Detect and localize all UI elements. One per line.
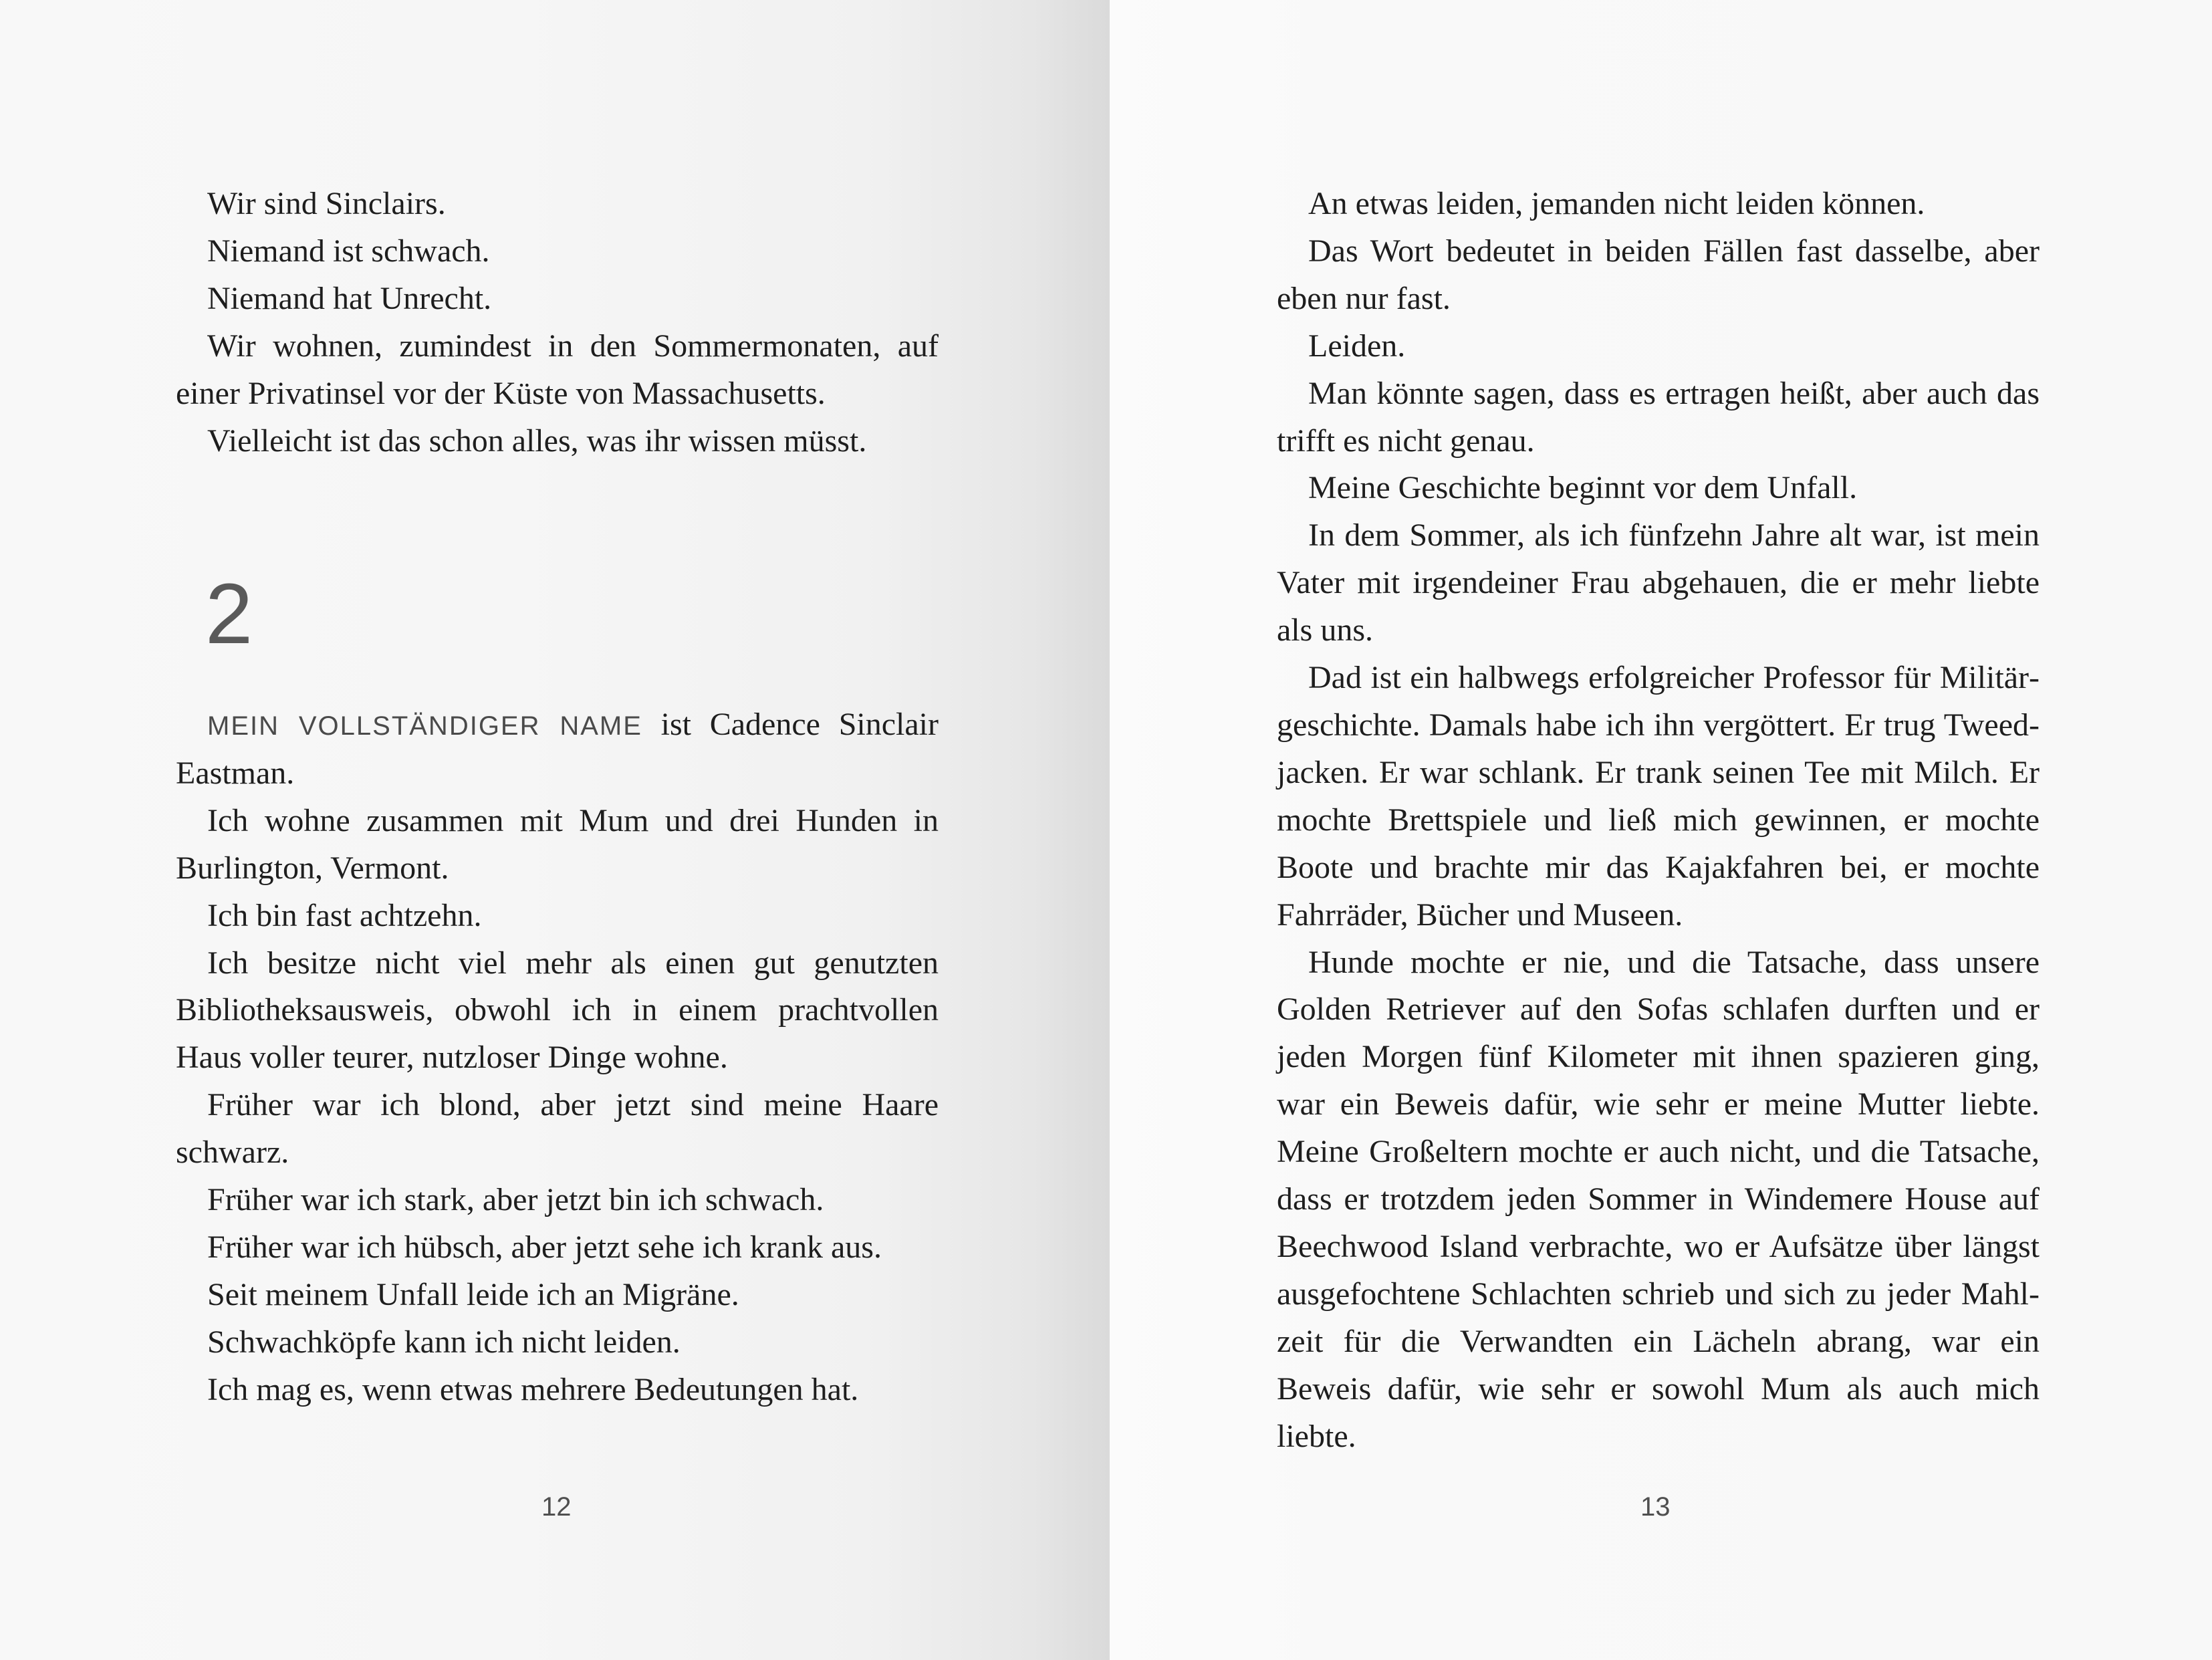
left-page-chapter-text — [176, 701, 939, 1414]
page-number-right: 13 — [1640, 1492, 1671, 1522]
paragraph: Niemand ist schwach. — [207, 233, 490, 269]
paragraph: Meine Geschichte beginnt vor dem Unfall. — [1308, 470, 1858, 506]
paragraph: Schwachköpfe kann ich nicht leiden. — [207, 1324, 681, 1360]
paragraph: Ich besitze nicht viel mehr als einen gut genutzten Bibliotheksausweis, obwohl ich in einem prachtvollen Haus voller teurer, nutzloser Dinge wohne. — [176, 945, 939, 1076]
right-page-text — [1277, 181, 2040, 1460]
paragraph: Dad ist ein halbwegs erfolgreicher Professor für Militärgeschichte. Damals habe ich ihn vergöttert. Er trug Tweedjacken. Er war schlank. Er trank seinen Tee mit Milch. Er mochte Brettspiele und ließ mich gewinnen, er mochte Boote und brachte mir das Kajakfahren bei, er mochte Fahrräder, Bücher und Museen. — [1277, 660, 2040, 933]
paragraph: Früher war ich blond, aber jetzt sind meine Haare schwarz. — [176, 1087, 939, 1171]
chapter-number: 2 — [205, 566, 253, 662]
paragraph: Ich wohne zusammen mit Mum und drei Hunden in Burlington, Vermont. — [176, 802, 939, 886]
paragraph: Ich bin fast achtzehn. — [207, 897, 482, 933]
paragraph: Früher war ich hübsch, aber jetzt sehe ich krank aus. — [207, 1229, 882, 1265]
paragraph: Wir wohnen, zumindest in den Sommermonaten, auf einer Privatinsel vor der Küste von Massachusetts. — [176, 328, 939, 411]
paragraph: Man könnte sagen, dass es ertragen heißt, aber auch das trifft es nicht genau. — [1277, 375, 2040, 459]
paragraph: Leiden. — [1308, 328, 1406, 364]
paragraph: In dem Sommer, als ich fünfzehn Jahre alt war, ist mein Vater mit irgendeiner Frau abgehauen, die er mehr liebte als uns. — [1277, 517, 2040, 648]
paragraph: Das Wort bedeutet in beiden Fällen fast dasselbe, aber eben nur fast. — [1277, 233, 2040, 316]
chapter-opening-text: ist Cadence Sinclair Eastman. — [176, 707, 939, 791]
left-page-intro-text — [176, 181, 939, 465]
paragraph: An etwas leiden, jemanden nicht leiden können. — [1308, 186, 1925, 221]
chapter-opening-paragraph — [176, 701, 939, 798]
paragraph: Seit meinem Unfall leide ich an Migräne. — [207, 1276, 739, 1312]
paragraph: Wir sind Sinclairs. — [207, 186, 446, 221]
chapter-opening-smallcaps: MEIN VOLLSTÄNDIGER NAME — [207, 711, 642, 741]
paragraph: Hunde mochte er nie, und die Tatsache, dass unsere Golden Retriever auf den Sofas schlafen durften und er jeden Morgen fünf Kilometer mit ihnen spazieren ging, war ein Beweis dafür, wie sehr er meine Mutter liebte. Meine Großeltern mochte er auch nicht, und die Tatsache, dass er trotzdem jeden Sommer in Windemere House auf Beechwood Island verbrachte, wo er Aufsätze über längst ausgefochtene Schlachten schrieb und sich zu jeder Mahlzeit für die Verwandten ein Lächeln abrang, war ein Beweis dafür, wie sehr er sowohl Mum als auch mich liebte. — [1277, 944, 2040, 1454]
paragraph: Ich mag es, wenn etwas mehrere Bedeutungen hat. — [207, 1371, 859, 1407]
page-number-left: 12 — [541, 1492, 572, 1522]
paragraph: Vielleicht ist das schon alles, was ihr wissen müsst. — [207, 423, 867, 459]
paragraph: Früher war ich stark, aber jetzt bin ich schwach. — [207, 1182, 824, 1218]
paragraph: Niemand hat Unrecht. — [207, 280, 492, 316]
